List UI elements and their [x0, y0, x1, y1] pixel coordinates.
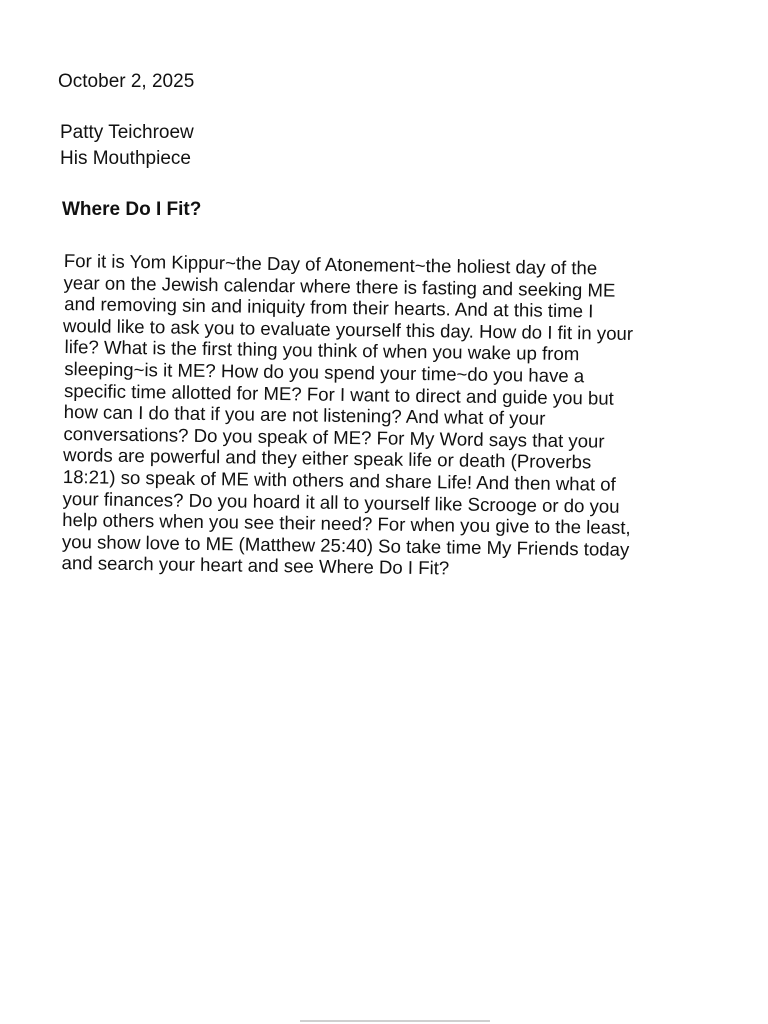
- body-line: life? What is the first thing you think of when you wake up from: [64, 336, 580, 365]
- body-line: words are powerful and they either speak life or death (Proverbs: [62, 444, 592, 473]
- author-name: Patty Teichroew: [60, 122, 194, 143]
- body-line: and removing sin and iniquity from their hearts. And at this time I: [64, 293, 594, 322]
- body-line: your finances? Do you hoard it all to yourself like Scrooge or do you: [62, 487, 620, 517]
- body-line: sleeping~is it ME? How do you spend your time~do you have a: [64, 357, 585, 387]
- body-line: year on the Jewish calendar where there is fasting and seeking ME: [63, 271, 616, 301]
- body-paragraph: [59, 250, 723, 583]
- body-line: help others when you see their need? For when you give to the least,: [62, 509, 631, 539]
- author-role: His Mouthpiece: [60, 148, 191, 169]
- author-block: [60, 120, 194, 172]
- document-title: Where Do I Fit?: [62, 199, 202, 220]
- body-line: For it is Yom Kippur~the Day of Atonement~the holiest day of the: [63, 250, 598, 279]
- body-line: you show love to ME (Matthew 25:40) So take time My Friends today: [61, 530, 630, 560]
- body-line: specific time allotted for ME? For I want to direct and guide you but: [63, 379, 614, 409]
- document-date: October 2, 2025: [58, 71, 195, 92]
- scan-edge-mark: [300, 1020, 490, 1022]
- body-line: and search your heart and see Where Do I Fit?: [61, 552, 450, 579]
- body-line: would like to ask you to evaluate yourself this day. How do I fit in your: [62, 314, 634, 344]
- body-line: 18:21) so speak of ME with others and share Life! And then what of: [62, 465, 616, 495]
- body-line: conversations? Do you speak of ME? For My Word says that your: [63, 422, 605, 452]
- body-line: how can I do that if you are not listening? And what of your: [63, 401, 546, 429]
